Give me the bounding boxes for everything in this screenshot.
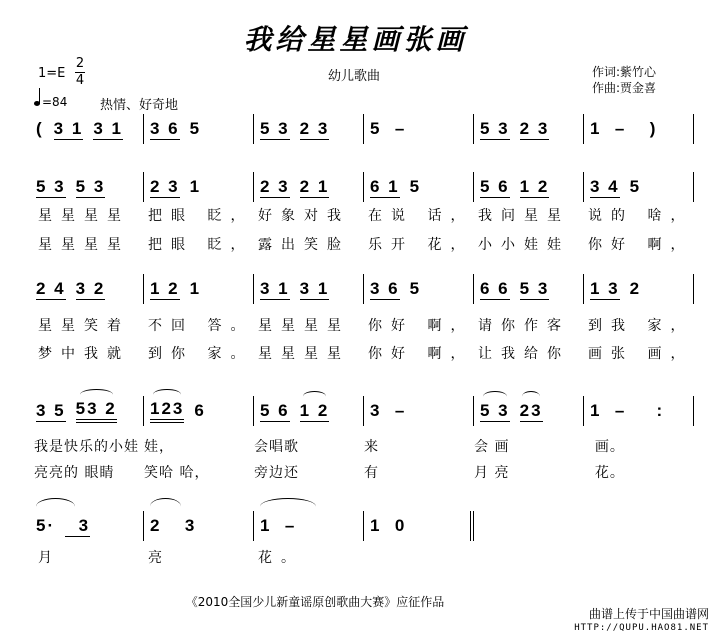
- measure: [254, 511, 364, 541]
- lyric-measure: 把眼 眨，: [148, 237, 254, 253]
- lyric-line: [34, 462, 694, 482]
- note-group: 6 1: [370, 176, 400, 196]
- note-group: 6: [194, 401, 206, 420]
- note-group: 5 3: [480, 400, 510, 420]
- note-group: 23: [519, 400, 543, 420]
- note-group: 1 2: [519, 176, 550, 196]
- note-group: 1 2: [150, 278, 180, 298]
- lyric-measure: 亮亮的 眼睛: [34, 465, 115, 481]
- lyric-measure: 星星星星: [38, 208, 130, 224]
- measure: [144, 396, 254, 426]
- time-top: 2: [75, 56, 85, 71]
- note-group: 3 1: [260, 278, 290, 298]
- lyric-measure: 会唱歌: [254, 439, 299, 455]
- key-signature: 1=E: [38, 66, 66, 81]
- lyric-measure: 娃，: [144, 439, 174, 455]
- note-group: 3 4: [590, 176, 620, 196]
- note-group: 2 3: [519, 118, 550, 138]
- lyric-measure: 说的 啥，: [588, 208, 694, 224]
- note-group: 5: [409, 177, 422, 196]
- note-group: 6 6: [480, 278, 510, 298]
- measure: [34, 396, 144, 426]
- lyric-measure: 露出笑脸: [258, 237, 350, 253]
- note-group: 5 3: [75, 176, 106, 196]
- note-group: 2: [629, 279, 642, 298]
- note-group: 5: [409, 279, 422, 298]
- measure: [144, 172, 254, 202]
- watermark: [574, 607, 709, 635]
- lyric-measure: 亮: [148, 550, 171, 566]
- note-group: 3 1: [53, 118, 84, 138]
- lyric-measure: 我是快乐的小娃: [34, 439, 139, 455]
- tempo-marking: [34, 95, 67, 109]
- lyric-measure: 星星星星: [258, 318, 350, 334]
- note-group: 2 3: [260, 176, 290, 196]
- note-group: 5 3: [260, 118, 290, 138]
- time-bottom: 4: [75, 73, 85, 88]
- note-group: 1 –: [590, 119, 627, 138]
- lyric-measure: 你好 啊，: [368, 346, 474, 362]
- measure: [34, 274, 144, 304]
- note-group: 3 1: [299, 278, 330, 298]
- lyric-measure: 让我给你: [478, 346, 570, 362]
- measure: [474, 396, 584, 426]
- note-group: 3 6: [150, 118, 180, 138]
- measure: [584, 274, 694, 304]
- note-group: 3 –: [370, 401, 407, 420]
- note-group: 5: [189, 119, 202, 138]
- lyric-measure: 梦中我就: [38, 346, 130, 362]
- note-group: 5 3: [480, 118, 510, 138]
- note-group: 123: [150, 399, 184, 423]
- staff-row: [34, 274, 694, 304]
- note-group: 2 3: [299, 118, 330, 138]
- measure: [584, 114, 694, 144]
- note-group: :: [636, 401, 665, 420]
- lyric-measure: 会 画: [474, 439, 510, 455]
- lyricist: 作词:紫竹心: [592, 65, 657, 79]
- note-group: 3: [171, 516, 197, 535]
- measure: [364, 114, 474, 144]
- measure: [364, 511, 474, 541]
- tempo-value: =84: [42, 95, 68, 109]
- measure: [254, 172, 364, 202]
- note-group: 1 2: [299, 400, 330, 420]
- staff-row: [34, 511, 474, 541]
- staff-row: [34, 172, 694, 202]
- lyric-measure: 笑哈 哈，: [144, 465, 210, 481]
- lyric-measure: 花。: [258, 550, 304, 566]
- note-group: 3: [65, 515, 91, 535]
- time-signature: [75, 56, 85, 89]
- genre-label: 幼儿歌曲: [328, 69, 381, 84]
- lyric-measure: 到我 家，: [588, 318, 694, 334]
- lyric-measure: 星星笑着: [38, 318, 130, 334]
- lyric-measure: 你好 啊，: [588, 237, 694, 253]
- measure: [144, 511, 254, 541]
- lyric-line: [34, 234, 694, 254]
- note-group: 5 6: [480, 176, 510, 196]
- measure: [34, 172, 144, 202]
- note-group: 3 2: [75, 278, 106, 298]
- note-group: 5 3: [519, 278, 550, 298]
- lyric-measure: 花。: [584, 465, 625, 481]
- measure: [584, 396, 694, 426]
- lyric-measure: 月 亮: [474, 465, 510, 481]
- measure: [474, 172, 584, 202]
- note-group: ): [636, 119, 658, 138]
- note-group: 2 1: [299, 176, 330, 196]
- lyric-measure: 不回 答。: [148, 318, 254, 334]
- note-group: 1: [189, 177, 202, 196]
- expression-marking: 热情、好奇地: [100, 98, 179, 113]
- lyric-measure: 小小娃娃: [478, 237, 570, 253]
- note-group: 2: [150, 516, 162, 535]
- measure: [144, 114, 254, 144]
- staff-row: [34, 114, 694, 144]
- measure: [364, 396, 474, 426]
- footer-note: 《2010全国少儿新童谣原创歌曲大赛》应征作品: [185, 595, 445, 609]
- note-group: 1 –: [590, 401, 627, 420]
- measure: [364, 172, 474, 202]
- lyric-measure: 好象对我: [258, 208, 350, 224]
- quarter-note-icon: [34, 101, 40, 106]
- measure: [254, 396, 364, 426]
- note-group: 2 4: [36, 278, 66, 298]
- measure: [584, 172, 694, 202]
- credits: [592, 64, 656, 96]
- note-group: 1 0: [370, 516, 407, 535]
- measure: [34, 511, 144, 541]
- note-group: 5 3: [36, 176, 66, 196]
- lyric-measure: 画张 画，: [588, 346, 694, 362]
- measure: [144, 274, 254, 304]
- note-group: 5 6: [260, 400, 290, 420]
- lyric-measure: 星星星星: [38, 237, 130, 253]
- measure: [34, 114, 144, 144]
- lyric-measure: 旁边还: [254, 465, 299, 481]
- watermark-text: 曲谱上传于中国曲谱网: [588, 607, 709, 621]
- lyric-measure: 把眼 眨，: [148, 208, 254, 224]
- song-title: 我给星星画张画: [243, 23, 468, 56]
- watermark-url: HTTP://QUPU.HAO81.NET: [574, 623, 709, 633]
- note-group: 5 –: [370, 119, 407, 138]
- lyric-measure: 我问星星: [478, 208, 570, 224]
- lyric-measure: 来: [364, 439, 379, 455]
- staff-row: [34, 396, 694, 426]
- measure: [364, 274, 474, 304]
- note-group: 3 5: [36, 400, 66, 420]
- lyric-measure: [364, 547, 474, 567]
- note-group: 5·: [36, 516, 56, 535]
- measure: [474, 114, 584, 144]
- lyric-measure: 有: [364, 465, 379, 481]
- note-group: 1 –: [260, 516, 297, 535]
- note-group: 5: [629, 177, 642, 196]
- lyric-measure: 画。: [584, 439, 625, 455]
- lyric-measure: 乐开 花，: [368, 237, 474, 253]
- note-group: 1 3: [590, 278, 620, 298]
- lyric-measure: 你好 啊，: [368, 318, 474, 334]
- lyric-line: [34, 436, 694, 456]
- lyric-line: [34, 343, 694, 363]
- lyric-measure: 请你作客: [478, 318, 570, 334]
- lyric-measure: 在说 话，: [368, 208, 474, 224]
- lyric-line: [34, 315, 694, 335]
- note-group: 3 6: [370, 278, 400, 298]
- lyric-measure: 星星星星: [258, 346, 350, 362]
- measure: [254, 274, 364, 304]
- measure: [474, 274, 584, 304]
- lyric-measure: 到你 家。: [148, 346, 254, 362]
- note-group: 1: [189, 279, 202, 298]
- note-group: 53 2: [76, 399, 117, 423]
- note-group: 3 1: [93, 118, 123, 138]
- lyric-measure: 月: [38, 550, 61, 566]
- composer: 作曲:贾金喜: [592, 81, 657, 95]
- measure: [254, 114, 364, 144]
- note-group: 2 3: [150, 176, 180, 196]
- lyric-line: [34, 205, 694, 225]
- lyric-line: [34, 547, 474, 567]
- note-group: (: [36, 119, 44, 138]
